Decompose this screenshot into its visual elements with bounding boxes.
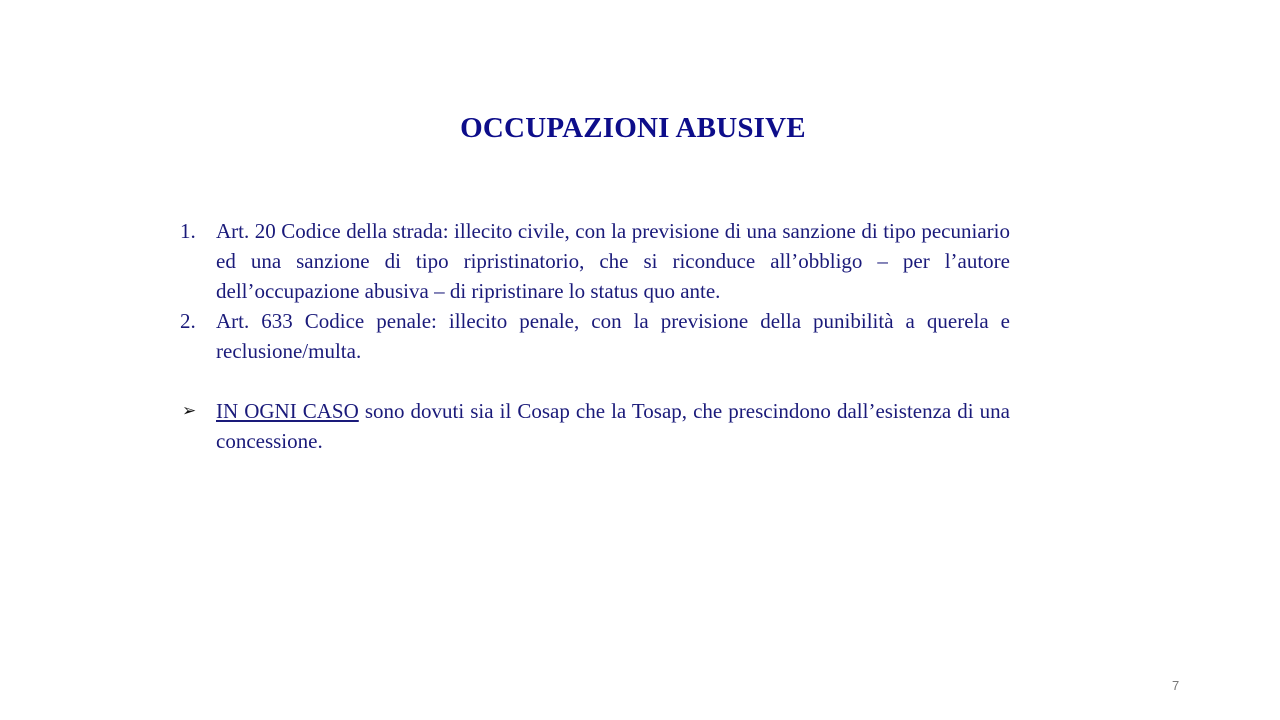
slide-title: OCCUPAZIONI ABUSIVE	[460, 112, 806, 144]
list-item-text: Art. 20 Codice della strada: illecito civile, con la previsione di una sanzione di tipo pecuniario ed una sanzione di tipo ripristinatorio, che si riconduce all’obbligo – per l’autore dell’occupazione abusiva – di ripristinare lo status quo ante.	[216, 219, 1010, 303]
list-item-number: 2.	[180, 309, 196, 333]
list-item	[180, 216, 1010, 306]
list-item-number: 1.	[180, 219, 196, 243]
page-number: 7	[1172, 678, 1180, 693]
note-item	[180, 396, 1010, 456]
arrow-bullet-icon: ➢	[182, 401, 197, 421]
list-item	[180, 306, 1010, 366]
spacer	[180, 366, 1010, 396]
slide-content	[180, 216, 1010, 456]
note-emphasis: IN OGNI CASO	[216, 399, 359, 423]
list-item-text: Art. 633 Codice penale: illecito penale, con la previsione della punibilità a querela e reclusione/multa.	[216, 309, 1010, 363]
note-text: sono dovuti sia il Cosap che la Tosap, che prescindono dall’esistenza di una concessione.	[216, 399, 1010, 453]
